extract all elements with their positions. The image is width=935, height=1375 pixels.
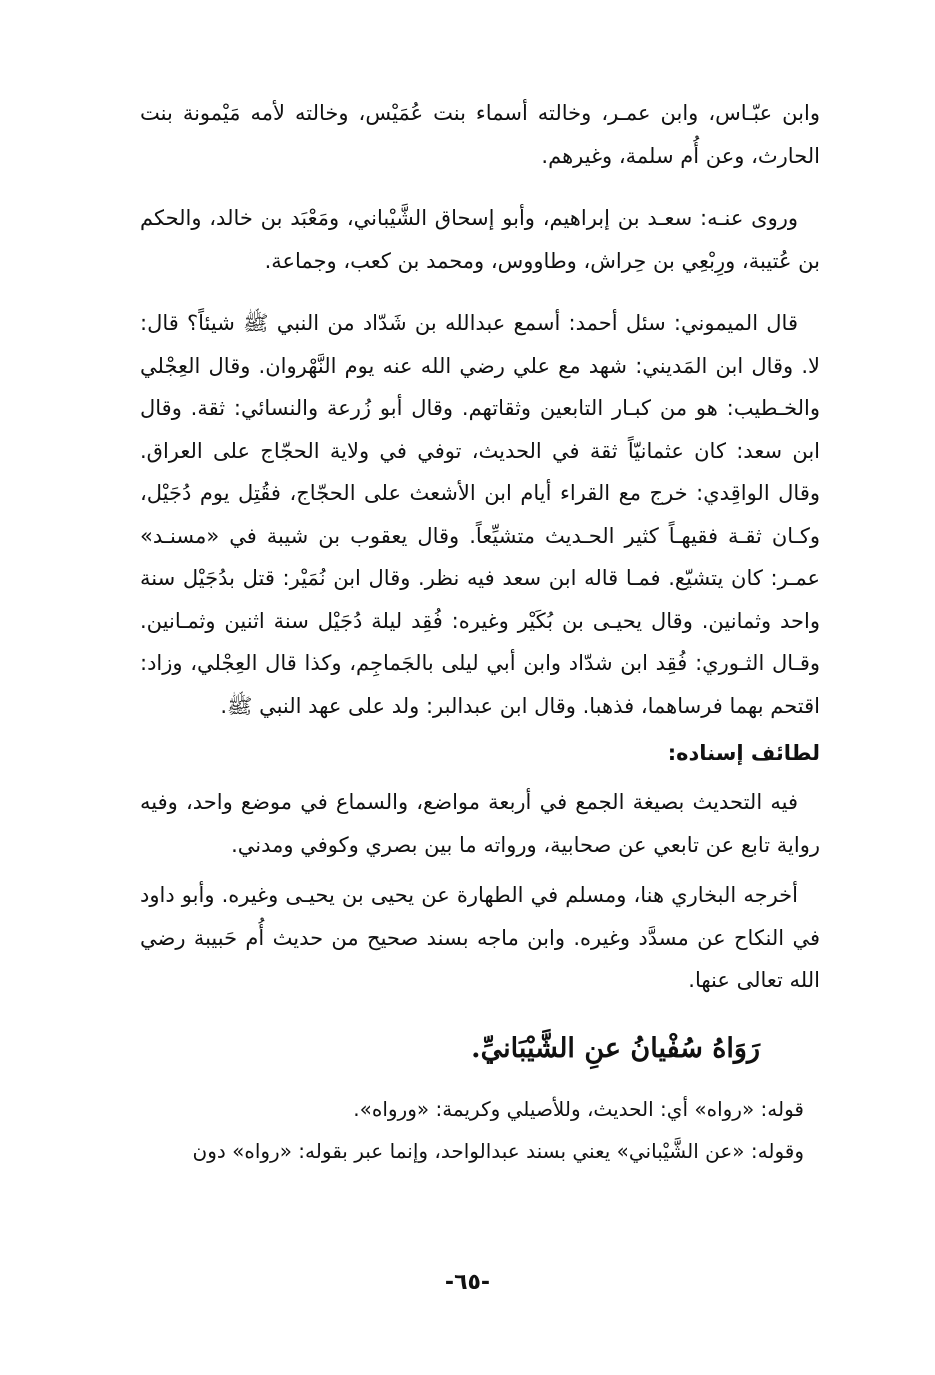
paragraph-isnad-notes: فيه التحديث بصيغة الجمع في أربعة مواضع، والسماع في موضع واحد، وفيه رواية تابع عن تابعي عن صحابية، ورواته ما بين بصري وكوفي ومدني. (140, 790, 820, 857)
hadith-text-line: رَوَاهُ سُفْيانُ عنِ الشَّيْبَانيِّ. (471, 1032, 760, 1064)
commentary-line-1: قوله: «رواه» أي: الحديث، وللأصيلي وكريمة: «ورواه». (353, 1096, 804, 1121)
page-number: -٦٥- (444, 1270, 491, 1295)
paragraph-biography: قال الميموني: سئل أحمد: أسمع عبدالله بن شَدّاد من النبي ﷺ شيئاً؟ قال: لا. وقال ابن المَديني: شهد مع علي رضي الله عنه يوم النَّهْروان. وقال العِجْلي والخـطيب: هو من كبـار التابعين وثقاتهم. وقال أبو زُرعة والنسائي: ثقة. وقال ابن سعد: كان عثمانيّاً ثقة في الحديث، توفي في ولاية الحجّاج على العراق. وقال الواقِدي: خرج مع القراء أيام ابن الأشعث على الحجّاج، فقُتِل يوم دُجَيْل، وكـان ثقـة فقيهـاً كثير الحـديث متشيِّعاً. وقال يعقوب بن شيبة في «مسنـد» عمـر: كان يتشيّع. فمـا قاله ابن سعد فيه نظر. وقال ابن نُمَيْر: قتل بدُجَيْل سنة واحد وثمانين. وقال يحيـى بن بُكَيْر وغيره: فُقِد ليلة دُجَيْل سنة اثنين وثمـانين. وقـال الثـوري: فُقِد ابن شدّاد وابن أبي ليلى بالجَماجِم، وكذا قال العِجْلي، وزاد: اقتحم بهما فرساهما، فذهبا. وقال ابن عبدالبر: ولد على عهد النبي ﷺ. (140, 311, 820, 718)
paragraph-takhrij: أخرجه البخاري هنا، ومسلم في الطهارة عن يحيى بن يحيـى وغيره. وأبو داود في النكاح عن مسدَّد وغيره. وابن ماجه بسند صحيح من حديث أُم حَبيبة رضي الله تعالى عنها. (140, 883, 820, 992)
commentary-line-2: وقوله: «عن الشَّيْباني» يعني بسند عبدالواحد، وإنما عبر بقوله: «رواه» دون (192, 1138, 804, 1163)
paragraph-narrated-by: وروى عنـه: سعـد بن إبراهيم، وأبو إسحاق الشَّيْباني، ومَعْبَد بن خالد، والحكم بن عُتيبة، ورِبْعِي بن حِراش، وطاووس، ومحمد بن كعب، وجماعة. (140, 206, 820, 273)
paragraph-narrators-from: وابن عبّـاس، وابن عمـر، وخالته أسماء بنت عُمَيْس، وخالته لأمه مَيْمونة بنت الحارث، وعن أُم سلمة، وغيرهم. (140, 101, 820, 168)
section-heading: لطائف إسناده: (667, 741, 820, 765)
document-page (140, 92, 820, 1352)
